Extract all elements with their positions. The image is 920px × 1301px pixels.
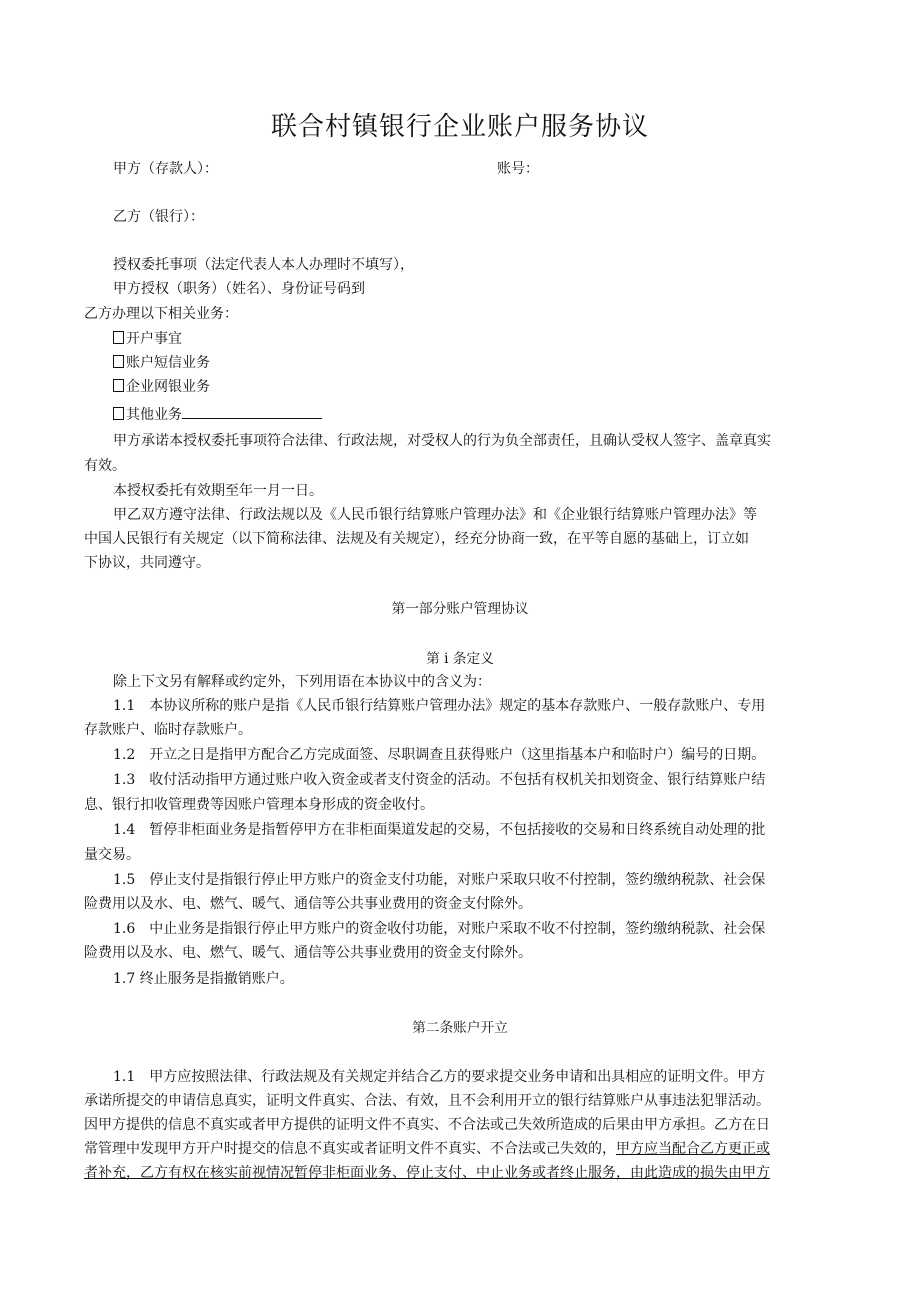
party-a-label: 甲方（存款人）： [113,161,218,177]
clause-1-1-line-1: 1.1 本协议所称的账户是指《人民币银行结算账户管理办法》规定的基本存款账户、一般存款账户、专用 [113,698,766,714]
clause-1-6-line-2: 险费用以及水、电、燃气、暖气、通信等公共事业费用的资金支付除外。 [84,945,532,961]
clause-1-3-line-2: 息、银行扣收管理费等因账户管理本身形成的资金收付。 [84,797,434,813]
checkbox-icon [113,379,124,392]
definitions-intro: 除上下文另有解释或约定外，下列用语在本协议中的含义为： [113,674,491,690]
authorization-line-1: 授权委托事项（法定代表人本人办理时不填写）， [113,257,414,273]
option-online-banking: 企业网银业务 [113,378,210,396]
article-2-line-1: 1.1 甲方应按照法律、行政法规及有关规定并结合乙方的要求提交业务申请和出具相应的证明文件。甲方 [113,1069,766,1085]
article-two-heading: 第二条账户开立 [412,1020,508,1036]
clause-1-5-line-1: 1.5 停止支付是指银行停止甲方账户的资金支付功能，对账户采取只收不付控制，签约缴纳税款、社会保 [113,872,766,888]
account-number-label: 账号： [497,161,539,177]
clause-1-2: 1.2 开立之日是指甲方配合乙方完成面签、尽职调查且获得账户（这里指基本户和临时户）编号的日期。 [113,747,766,763]
authorization-line-3: 乙方办理以下相关业务： [84,306,238,322]
underlined-text: 甲方应当配合乙方更正或 [616,1141,770,1157]
party-b-label: 乙方（银行）： [113,209,204,225]
preamble-line-1: 甲乙双方遵守法律、行政法规以及《人民币银行结算账户管理办法》和《企业银行结算账户管理办法》等 [113,507,757,523]
document-title: 联合村镇银行企业账户服务协议 [270,112,649,142]
clause-1-1-line-2: 存款账户、临时存款账户。 [84,722,252,738]
clause-1-6-line-1: 1.6 中止业务是指银行停止甲方账户的资金收付功能，对账户采取不收不付控制，签约缴纳税款、社会保 [113,921,766,937]
authorization-line-2: 甲方授权（职务）（姓名）、身份证号码到 [113,281,365,297]
checkbox-icon [113,355,124,368]
preamble-line-3: 下协议，共同遵守。 [84,555,210,571]
commitment-line-1: 甲方承诺本授权委托事项符合法律、行政法规，对受权人的行为负全部责任，且确认受权人签字、盖章真实 [113,433,771,449]
article-2-line-4: 常管理中发现甲方开户时提交的信息不真实或者证明文件不真实、不合法或己失效的，甲方应当配合乙方更正或 [84,1141,770,1157]
clause-1-4-line-1: 1.4 暂停非柜面业务是指暂停甲方在非柜面渠道发起的交易，不包括接收的交易和日终系统自动处理的批 [113,822,766,838]
part-one-heading: 第一部分账户管理协议 [391,601,529,617]
article-2-line-2: 承诺所提交的申请信息真实，证明文件真实、合法、有效，且不会利用开立的银行结算账户从事违法犯罪活动。 [84,1093,770,1109]
article-one-heading: 第 i 条定义 [426,651,494,667]
checkbox-icon [113,407,124,420]
article-2-line-5: 者补充，乙方有权在核实前视情况暂停非柜面业务、停止支付、中止业务或者终止服务，由此造成的损失由甲方 [84,1165,770,1181]
clause-1-4-line-2: 量交易。 [84,847,140,863]
option-sms-service: 账户短信业务 [113,354,210,372]
clause-1-3-line-1: 1.3 收付活动指甲方通过账户收入资金或者支付资金的活动。不包括有权机关扣划资金、银行结算账户结 [113,772,766,788]
preamble-line-2: 中国人民银行有关规定（以下简称法律、法规及有关规定），经充分协商一致，在平等自愿的基础上，订立如 [84,531,749,547]
article-2-line-3: 因甲方提供的信息不真实或者甲方提供的证明文件不真实、不合法或己失效所造成的后果由甲方承担。乙方在日 [84,1117,770,1133]
authorization-validity: 本授权委托有效期至年一月一日。 [113,483,323,499]
clause-1-5-line-2: 险费用以及水、电、燃气、暖气、通信等公共事业费用的资金支付除外。 [84,896,532,912]
option-other-business: 其他业务 [113,404,322,424]
clause-1-7: 1.7 终止服务是指撤销账户。 [113,971,294,987]
option-account-opening: 开户事宜 [113,330,182,348]
fill-in-blank [182,404,322,419]
commitment-line-2: 有效。 [84,458,126,474]
checkbox-icon [113,331,124,344]
